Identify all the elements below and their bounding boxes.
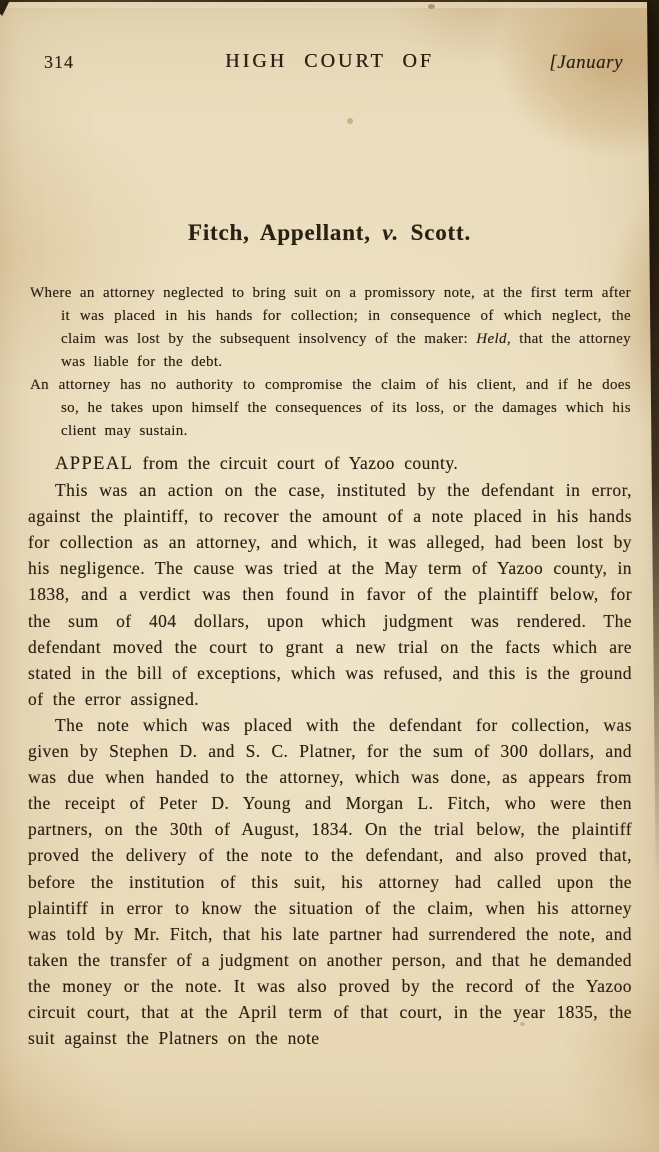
headnote-2 (30, 374, 631, 443)
headnote-2-text: An attorney has no authority to compromise the claim of his client, and if he does so, he takes upon himself the consequences of its loss, or the damages which his client may sustain. (30, 377, 631, 439)
headnotes-block (30, 282, 631, 443)
paper-speck (347, 118, 353, 124)
term-label: [January (549, 52, 623, 73)
running-title: HIGH COURT OF (225, 50, 434, 72)
headnote-1-text: Where an attorney neglected to bring suit on a promissory note, at the first term after it was placed in his hands for collection; in consequence of which neglect, the claim was lost by the subsequent insolvency of the maker: (30, 285, 631, 347)
appeal-line (28, 450, 632, 477)
opinion-paragraph-1: This was an action on the case, instituted by the defendant in error, against the plaintiff, to recover the amount of a note placed in his hands for collection as an attorney, and which, it was alleged, had been lost by his negligence. The cause was tried at the May term of Yazoo county, in 1838, and a verdict was then found in favor of the plaintiff below, for the sum of 404 dollars, upon which judgment was rendered. The defendant moved the court to grant a new trial on the facts which are stated in the bill of exceptions, which was refused, and this is the ground of the error assigned. (28, 480, 632, 709)
case-title (0, 220, 659, 246)
paper-speck (428, 4, 435, 9)
headnote-1-held: Held, (476, 331, 511, 347)
appeal-line-text: from the circuit court of Yazoo county. (133, 453, 459, 473)
scan-top-light-band (0, 2, 659, 8)
case-title-versus: v. (382, 220, 400, 245)
page-header (0, 50, 659, 76)
headnote-1-holding: that the attorney was liable for the debt. (61, 331, 632, 370)
scan-corner-mark (0, 0, 10, 16)
scan-right-edge (647, 0, 659, 920)
case-title-defendant: Scott. (399, 220, 471, 245)
opinion-body (28, 450, 632, 1051)
headnote-1 (30, 282, 631, 374)
opinion-paragraph-2: The note which was placed with the defendant for collection, was given by Stephen D. and S. C. Platner, for the sum of 300 dollars, and was due when handed to the attorney, which was done, as appears from the receipt of Peter D. Young and Morgan L. Fitch, who were then partners, on the 30th of August, 1834. On the trial below, the plaintiff proved the delivery of the note to the defendant, and also proved that, before the institution of this suit, his attorney had called upon the plaintiff in error to know the situation of the claim, when his attorney was told by Mr. Fitch, that his late partner had surrendered the note, and taken the transfer of a judgment on another person, and that he demanded the money or the note. It was also proved by the record of the Yazoo circuit court, that at the April term of that court, in the year 1835, the suit against the Platners on the note (28, 714, 632, 1049)
page-number: 314 (44, 52, 74, 72)
case-title-plaintiff: Fitch, Appellant, (187, 220, 383, 245)
appeal-word: APPEAL (55, 454, 134, 474)
